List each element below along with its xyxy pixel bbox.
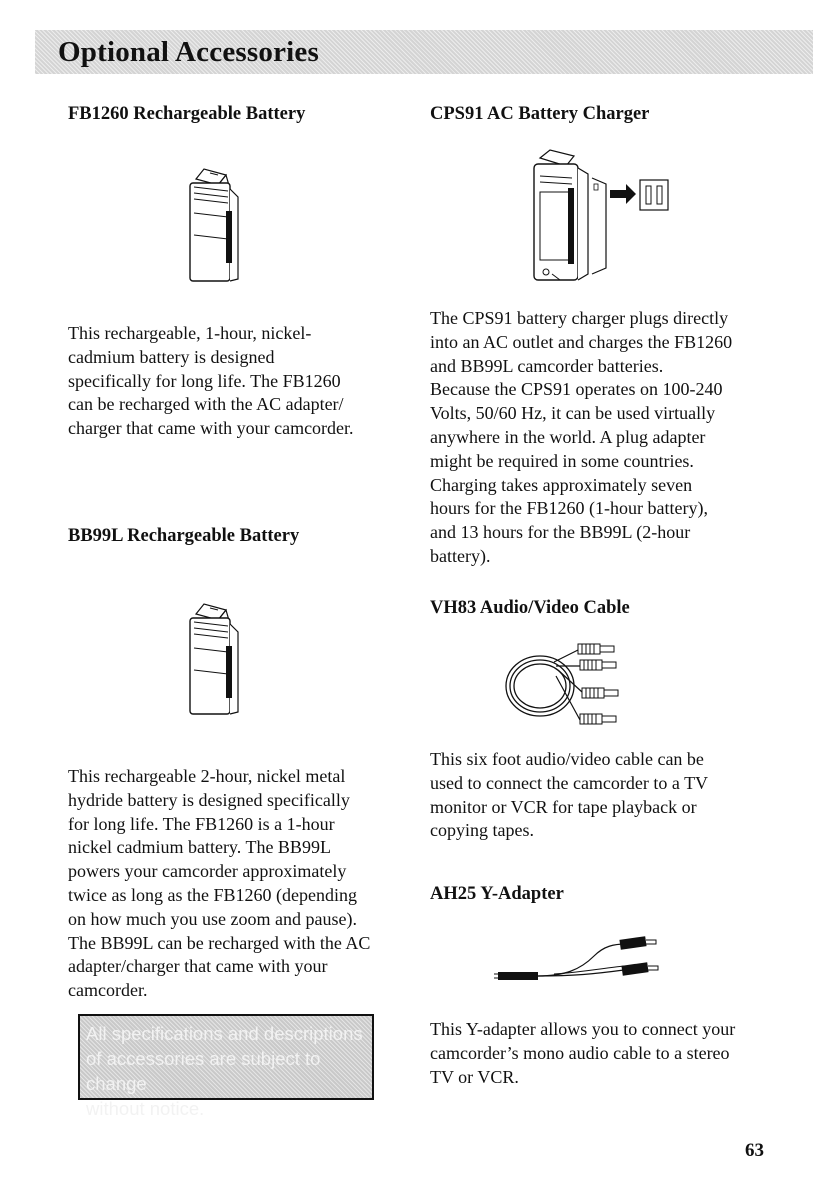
ah25-heading: AH25 Y-Adapter — [430, 884, 564, 904]
vh83-cable-illustration — [494, 636, 654, 736]
fb1260-battery-illustration — [182, 165, 244, 287]
cps91-heading: CPS91 AC Battery Charger — [430, 104, 650, 124]
notice-text: All specifications and descriptions of accessories are subject to change without notice. — [86, 1023, 363, 1119]
page-title: Optional Accessories — [58, 36, 319, 68]
fb1260-description: This rechargeable, 1-hour, nickel- cadmium battery is designed specifically for long life. The FB1260 can be recharged with the AC adapter/ charger that came with your camcorder. — [68, 323, 354, 439]
bb99l-battery-illustration — [182, 600, 244, 720]
bb99l-description: This rechargeable 2-hour, nickel metal hydride battery is designed specifically for long life. The FB1260 is a 1-hour nickel cadmium battery. The BB99L powers your camcorder approximately twice as long as the FB1260 (depending on how much you use zoom and pause). The BB99L can be recharged with the AC adapter/charger that came with your camcorder. — [68, 766, 371, 1001]
ah25-description: This Y-adapter allows you to connect your camcorder’s mono audio cable to a stereo TV or VCR. — [430, 1019, 736, 1087]
cps91-description: The CPS91 battery charger plugs directly into an AC outlet and charges the FB1260 and BB99L camcorder batteries. Because the CPS91 operates on 100-240 Volts, 50/60 Hz, it can be used virtually anywhere in the world. A plug adapter might be required in some countries. Charging takes approximately seven hours for the FB1260 (1-hour battery), and 13 hours for the BB99L (2-hour battery). — [430, 308, 733, 566]
ah25-y-adapter-illustration — [494, 934, 664, 994]
cps91-charger-illustration — [526, 148, 676, 288]
notice-box — [78, 1014, 374, 1119]
fb1260-heading: FB1260 Rechargeable Battery — [68, 104, 306, 124]
vh83-heading: VH83 Audio/Video Cable — [430, 598, 630, 618]
bb99l-heading: BB99L Rechargeable Battery — [68, 526, 300, 546]
vh83-description: This six foot audio/video cable can be used to connect the camcorder to a TV monitor or VCR for tape playback or copying tapes. — [430, 749, 709, 841]
page-number: 63 — [745, 1140, 764, 1161]
